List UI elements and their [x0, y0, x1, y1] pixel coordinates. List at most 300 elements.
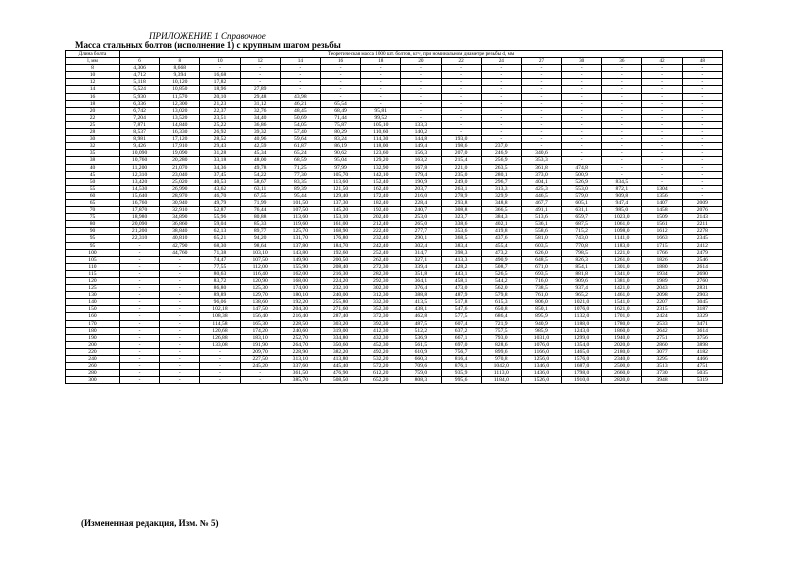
mass-cell: 149,4 — [401, 143, 441, 150]
diameter-header: 24 — [481, 58, 521, 65]
mass-cell: 198,6 — [441, 143, 481, 150]
mass-cell: 168,00 — [280, 278, 320, 285]
mass-cell: 147,50 — [240, 306, 280, 313]
mass-cell: 826,3 — [562, 256, 602, 263]
mass-cell: 95,04 — [320, 157, 360, 164]
mass-cell: 452,30 — [361, 341, 401, 348]
mass-cell: - — [682, 114, 722, 121]
mass-cell: 176,80 — [320, 235, 360, 242]
mass-cell: 382,20 — [320, 348, 360, 355]
mass-cell: 161,00 — [320, 221, 360, 228]
mass-cell: 352,30 — [361, 306, 401, 313]
mass-cell: - — [401, 93, 441, 100]
mass-cell: 1701,0 — [602, 313, 642, 320]
length-cell: 105 — [66, 256, 120, 263]
mass-cell: - — [682, 143, 722, 150]
mass-cell: 2479 — [682, 249, 722, 256]
mass-cell: 2820,0 — [602, 377, 642, 384]
mass-cell: 2043 — [642, 285, 682, 292]
mass-cell: 13,420 — [120, 178, 160, 185]
mass-cell: - — [401, 72, 441, 79]
mass-cell: 296,7 — [481, 178, 521, 185]
mass-cell: 11,200 — [120, 164, 160, 171]
mass-cell: 120,90 — [240, 278, 280, 285]
mass-cell: 71,38 — [200, 249, 240, 256]
mass-cell: 255,80 — [320, 299, 360, 306]
mass-cell: 398,3 — [441, 249, 481, 256]
mass-cell: 490,9 — [481, 256, 521, 263]
mass-cell: 2642 — [642, 327, 682, 334]
mass-cell: 71,25 — [280, 164, 320, 171]
mass-cell: 3898 — [682, 341, 722, 348]
mass-cell: - — [602, 65, 642, 72]
mass-cell: 808,3 — [401, 377, 441, 384]
mass-cell: 1880 — [642, 263, 682, 270]
mass-cell: 1989 — [642, 278, 682, 285]
mass-cell: 491,1 — [521, 207, 561, 214]
mass-cell: - — [160, 363, 200, 370]
mass-cell: 31,28 — [200, 150, 240, 157]
mass-cell: 2098 — [642, 292, 682, 299]
mass-cell: 1031,0 — [521, 334, 561, 341]
mass-cell: 232,40 — [361, 235, 401, 242]
mass-cell: 319,00 — [320, 327, 360, 334]
mass-cell: 303,20 — [320, 320, 360, 327]
mass-cell: 77,55 — [200, 263, 240, 270]
mass-cell: 13,520 — [160, 114, 200, 121]
mass-cell: 59,64 — [280, 136, 320, 143]
mass-cell: 152,40 — [361, 178, 401, 185]
length-cell: 260 — [66, 363, 120, 370]
mass-cell: 34,890 — [160, 214, 200, 221]
mass-cell: 192,60 — [320, 249, 360, 256]
mass-cell: 383,4 — [441, 242, 481, 249]
mass-cell: - — [481, 65, 521, 72]
mass-cell: - — [320, 93, 360, 100]
mass-cell: 52,87 — [200, 207, 240, 214]
mass-cell: - — [521, 93, 561, 100]
mass-cell: 145,20 — [320, 207, 360, 214]
mass-cell: 180,10 — [280, 292, 320, 299]
mass-cell: 937,4 — [562, 285, 602, 292]
mass-cell: 1421,0 — [602, 285, 642, 292]
mass-cell: - — [682, 129, 722, 136]
mass-cell: 313,10 — [280, 356, 320, 363]
mass-cell: 46,21 — [280, 100, 320, 107]
table-row — [66, 107, 723, 114]
mass-cell: - — [120, 334, 160, 341]
mass-cell: 3513 — [642, 363, 682, 370]
mass-cell: 40,96 — [240, 136, 280, 143]
mass-cell: 508,7 — [481, 263, 521, 270]
mass-cell: 26,92 — [200, 129, 240, 136]
mass-cell: 235,0 — [441, 171, 481, 178]
mass-cell: - — [200, 356, 240, 363]
mass-cell: - — [682, 136, 722, 143]
diameter-header: 36 — [602, 58, 642, 65]
mass-cell: 413,80 — [320, 356, 360, 363]
mass-cell: 474,8 — [562, 164, 602, 171]
mass-cell: - — [361, 100, 401, 107]
mass-cell: 14,530 — [120, 185, 160, 192]
mass-cell: - — [481, 136, 521, 143]
mass-cell: 2614 — [682, 263, 722, 270]
length-cell: 70 — [66, 207, 120, 214]
table-row — [66, 263, 723, 270]
mass-cell: 302,30 — [361, 285, 401, 292]
mass-cell: - — [401, 107, 441, 114]
mass-cell: 721,9 — [481, 320, 521, 327]
mass-cell: 419,8 — [481, 228, 521, 235]
mass-cell: 27,89 — [240, 86, 280, 93]
mass-cell: 500,9 — [562, 171, 602, 178]
length-cell: 60 — [66, 192, 120, 199]
mass-cell: 432,30 — [361, 334, 401, 341]
mass-cell: 57,40 — [280, 129, 320, 136]
mass-cell: - — [401, 100, 441, 107]
diameter-header: 10 — [200, 58, 240, 65]
length-cell: 190 — [66, 334, 120, 341]
mass-cell: 16,330 — [160, 129, 200, 136]
mass-cell: 94,20 — [240, 235, 280, 242]
mass-cell: - — [160, 320, 200, 327]
mass-cell: - — [120, 348, 160, 355]
table-row — [66, 221, 723, 228]
length-cell: 300 — [66, 377, 120, 384]
mass-cell: 174,20 — [240, 327, 280, 334]
mass-cell: - — [120, 285, 160, 292]
mass-cell: - — [160, 263, 200, 270]
mass-cell: 4,306 — [120, 65, 160, 72]
mass-cell: 123,60 — [361, 150, 401, 157]
mass-cell: 114,30 — [361, 136, 401, 143]
table-row — [66, 334, 723, 341]
mass-cell: 1141,0 — [602, 235, 642, 242]
mass-cell: 23,51 — [200, 114, 240, 121]
mass-cell: 402,1 — [481, 221, 521, 228]
length-cell: 40 — [66, 164, 120, 171]
mass-cell: - — [682, 100, 722, 107]
mass-cell: - — [682, 86, 722, 93]
mass-cell: 935,9 — [441, 370, 481, 377]
mass-cell: 252,40 — [361, 249, 401, 256]
mass-cell: 1299,0 — [562, 334, 602, 341]
mass-cell: - — [642, 65, 682, 72]
mass-cell: 33,18 — [200, 157, 240, 164]
mass-cell: 65,21 — [200, 235, 240, 242]
mass-cell: - — [642, 129, 682, 136]
diameter-header: 27 — [521, 58, 561, 65]
mass-cell: - — [682, 72, 722, 79]
mass-cell: - — [481, 86, 521, 93]
mass-cell: 95,81 — [361, 107, 401, 114]
mass-cell: - — [160, 356, 200, 363]
mass-cell: 854,1 — [562, 263, 602, 270]
mass-cell: 149,90 — [280, 256, 320, 263]
mass-cell: 183,10 — [240, 334, 280, 341]
table-row — [66, 143, 723, 150]
mass-cell: 1188,0 — [562, 320, 602, 327]
mass-cell: 716,0 — [521, 278, 561, 285]
mass-cell: 36,86 — [240, 121, 280, 128]
mass-cell: 240,7 — [401, 207, 441, 214]
mass-cell: 1076,0 — [521, 341, 561, 348]
mass-cell: 129,20 — [361, 157, 401, 164]
mass-cell: - — [562, 150, 602, 157]
mass-cell: 462,8 — [401, 313, 441, 320]
mass-cell: 660,3 — [401, 356, 441, 363]
mass-cell: 32,76 — [240, 107, 280, 114]
mass-cell: 77,30 — [280, 171, 320, 178]
mass-cell: 361,8 — [521, 164, 561, 171]
mass-cell: - — [682, 164, 722, 171]
mass-cell: 313,3 — [481, 185, 521, 192]
mass-cell: - — [160, 370, 200, 377]
mass-cell: 49,79 — [200, 199, 240, 206]
mass-cell: 129,40 — [320, 192, 360, 199]
mass-cell: - — [120, 270, 160, 277]
mass-cell: 1183,0 — [602, 242, 642, 249]
mass-cell: 404,1 — [521, 178, 561, 185]
mass-cell: - — [642, 171, 682, 178]
mass-cell: - — [602, 107, 642, 114]
mass-cell: - — [602, 100, 642, 107]
mass-cell: 1341,0 — [602, 270, 642, 277]
mass-cell: 99,52 — [361, 114, 401, 121]
mass-cell: 872,1 — [602, 185, 642, 192]
mass-cell: 995,6 — [441, 377, 481, 384]
mass-cell: 242,40 — [361, 242, 401, 249]
mass-cell: 280,1 — [481, 171, 521, 178]
mass-cell: 1407 — [642, 199, 682, 206]
mass-cell: 49,78 — [240, 164, 280, 171]
mass-cell: - — [602, 114, 642, 121]
mass-cell: 61,87 — [280, 143, 320, 150]
mass-cell: 290,1 — [401, 235, 441, 242]
mass-cell: 413,3 — [441, 256, 481, 263]
mass-cell: 76,44 — [240, 207, 280, 214]
length-cell: 65 — [66, 199, 120, 206]
mass-cell: 1166,0 — [521, 348, 561, 355]
length-cell: 115 — [66, 270, 120, 277]
mass-cell: - — [160, 278, 200, 285]
mass-cell: 544,2 — [481, 278, 521, 285]
mass-cell: 697,0 — [441, 341, 481, 348]
mass-cell: - — [280, 79, 320, 86]
mass-cell: 26,990 — [160, 185, 200, 192]
mass-cell: 607,4 — [441, 320, 481, 327]
mass-cell: 3187 — [682, 306, 722, 313]
mass-cell: 208,40 — [320, 263, 360, 270]
mass-cell: 547,6 — [441, 306, 481, 313]
mass-cell: - — [521, 143, 561, 150]
mass-cell: - — [521, 100, 561, 107]
mass-cell: 648,5 — [521, 256, 561, 263]
mass-cell: 68,49 — [320, 107, 360, 114]
mass-cell: 133,3 — [401, 121, 441, 128]
mass-cell: 1612 — [642, 228, 682, 235]
mass-cell: 2424 — [642, 313, 682, 320]
mass-cell: 192,40 — [361, 207, 401, 214]
diameter-header: 18 — [361, 58, 401, 65]
mass-cell: 4182 — [682, 348, 722, 355]
mass-cell: 10,760 — [120, 157, 160, 164]
mass-cell: 29,48 — [240, 93, 280, 100]
mass-cell: - — [521, 136, 561, 143]
mass-cell: 113,60 — [320, 178, 360, 185]
mass-cell: 74,47 — [200, 256, 240, 263]
mass-cell: 536,9 — [401, 334, 441, 341]
length-cell: 14 — [66, 86, 120, 93]
mass-cell: 89,77 — [240, 228, 280, 235]
length-cell: 18 — [66, 100, 120, 107]
mass-cell: 1526,0 — [521, 377, 561, 384]
mass-cell: 351,8 — [401, 270, 441, 277]
mass-cell: 308,8 — [441, 207, 481, 214]
mass-cell: 332,30 — [361, 299, 401, 306]
mass-cell: 12,300 — [160, 100, 200, 107]
mass-cell: 1561 — [642, 221, 682, 228]
mass-cell: 287,40 — [320, 313, 360, 320]
mass-cell: 129,70 — [240, 292, 280, 299]
mass-cell: 738,5 — [521, 285, 561, 292]
mass-cell: 561,5 — [401, 341, 441, 348]
mass-cell: 125,70 — [280, 228, 320, 235]
mass-cell: 202,40 — [361, 214, 401, 221]
length-cell: 220 — [66, 348, 120, 355]
theoretical-mass-header: Теоретическая масса 1000 шт. болтов, кг≈, при номинальном диаметре резьбы d, мм — [120, 51, 723, 58]
table-row — [66, 164, 723, 171]
mass-cell: 947,4 — [602, 199, 642, 206]
mass-cell: 1256,0 — [521, 356, 561, 363]
length-cell: 38 — [66, 157, 120, 164]
mass-cell: 132,90 — [361, 164, 401, 171]
mass-cell: 816,4 — [441, 356, 481, 363]
mass-cell: - — [320, 72, 360, 79]
mass-cell: 743,0 — [562, 235, 602, 242]
mass-cell: 191,90 — [240, 341, 280, 348]
mass-cell: 985,0 — [602, 207, 642, 214]
mass-cell: 21,23 — [200, 100, 240, 107]
mass-cell: 193,0 — [441, 136, 481, 143]
mass-cell: - — [642, 93, 682, 100]
mass-cell: - — [200, 348, 240, 355]
mass-cell: - — [441, 100, 481, 107]
mass-cell: 329,9 — [481, 192, 521, 199]
mass-cell: 1509 — [642, 214, 682, 221]
length-cell: 95 — [66, 242, 120, 249]
diameter-header: 20 — [401, 58, 441, 65]
mass-cell: 8,537 — [120, 129, 160, 136]
mass-cell: - — [682, 65, 722, 72]
mass-cell: 899,6 — [481, 348, 521, 355]
mass-cell: 761,0 — [521, 292, 561, 299]
mass-cell: - — [441, 129, 481, 136]
mass-cell: - — [160, 292, 200, 299]
mass-cell: 207,0 — [441, 150, 481, 157]
mass-cell: 116,40 — [240, 270, 280, 277]
mass-cell: 536,1 — [521, 221, 561, 228]
mass-cell: 2278 — [682, 228, 722, 235]
mass-cell: 11,570 — [160, 93, 200, 100]
mass-cell: - — [602, 171, 642, 178]
mass-cell: 138,60 — [240, 299, 280, 306]
table-row — [66, 228, 723, 235]
mass-cell: - — [562, 129, 602, 136]
mass-cell: 2340,0 — [602, 356, 642, 363]
mass-cell: 59,04 — [200, 221, 240, 228]
table-row — [66, 235, 723, 242]
mass-cell: 340,6 — [521, 150, 561, 157]
mass-cell: 9,426 — [120, 143, 160, 150]
mass-cell: - — [401, 79, 441, 86]
mass-cell: - — [160, 299, 200, 306]
mass-cell: - — [602, 93, 642, 100]
mass-cell: 45,34 — [240, 150, 280, 157]
mass-cell: - — [160, 341, 200, 348]
mass-cell: - — [361, 72, 401, 79]
mass-cell: 467,7 — [521, 199, 561, 206]
mass-cell: 58,67 — [240, 178, 280, 185]
mass-cell: 48,45 — [280, 107, 320, 114]
mass-cell: 143,80 — [280, 249, 320, 256]
revision-note: (Измененная редакция, Изм. № 5) — [81, 518, 219, 528]
mass-cell: 446,5 — [521, 192, 561, 199]
table-row — [66, 348, 723, 355]
mass-cell: 245,20 — [240, 363, 280, 370]
mass-cell: 526,5 — [481, 270, 521, 277]
mass-cell: 75,87 — [320, 121, 360, 128]
mass-cell: 425,3 — [521, 185, 561, 192]
mass-cell: 43,62 — [200, 185, 240, 192]
mass-cell: 1021,0 — [562, 299, 602, 306]
mass-cell: 1458 — [642, 207, 682, 214]
mass-cell: 4466 — [682, 356, 722, 363]
mass-cell: 227,50 — [240, 356, 280, 363]
table-row — [66, 299, 723, 306]
mass-cell: 256,9 — [481, 157, 521, 164]
mass-cell: 133,08 — [200, 341, 240, 348]
mass-cell: 20,090 — [120, 221, 160, 228]
mass-cell: - — [120, 263, 160, 270]
mass-cell: 637,2 — [441, 327, 481, 334]
mass-cell: 1826 — [642, 256, 682, 263]
mass-cell: - — [521, 72, 561, 79]
table-row — [66, 327, 723, 334]
mass-cell: 71,99 — [240, 199, 280, 206]
mass-cell: 253,0 — [401, 214, 441, 221]
mass-cell: 693,5 — [521, 270, 561, 277]
mass-cell: 203,7 — [401, 185, 441, 192]
table-row — [66, 207, 723, 214]
mass-cell: - — [642, 150, 682, 157]
mass-cell: - — [682, 157, 722, 164]
mass-cell: 302,4 — [401, 242, 441, 249]
mass-cell: 240,00 — [320, 292, 360, 299]
mass-cell: 350,60 — [320, 341, 360, 348]
mass-cell: 232,10 — [320, 285, 360, 292]
table-row — [66, 192, 723, 199]
mass-cell: 19,090 — [160, 150, 200, 157]
table-row — [66, 363, 723, 370]
mass-cell: 1910,0 — [562, 377, 602, 384]
table-row — [66, 320, 723, 327]
mass-cell: 292,30 — [361, 278, 401, 285]
mass-cell: 667,1 — [441, 334, 481, 341]
mass-cell: 14,840 — [160, 121, 200, 128]
mass-cell: 476,90 — [320, 370, 360, 377]
mass-cell: 337,60 — [280, 363, 320, 370]
